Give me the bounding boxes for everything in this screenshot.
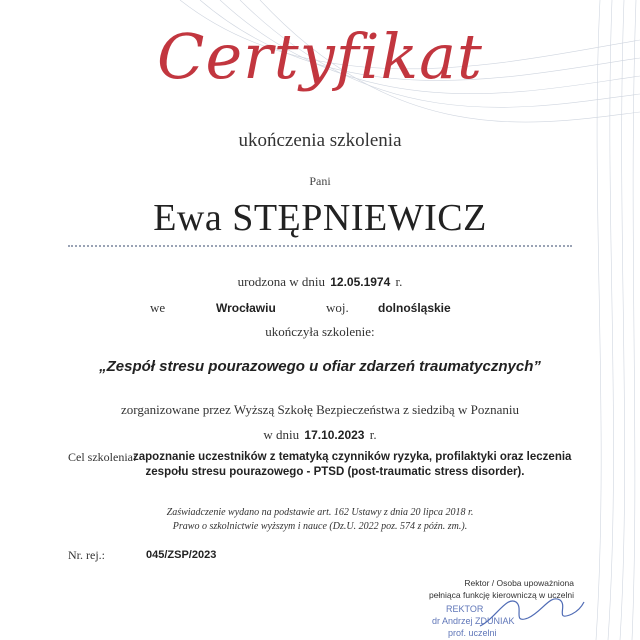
registry-label: Nr. rej.: bbox=[68, 548, 105, 562]
certificate-subtitle: ukończenia szkolenia bbox=[238, 130, 402, 151]
goal-label: Cel szkolenia: bbox=[68, 450, 137, 464]
voivodeship-label: woj. bbox=[326, 300, 349, 315]
course-date-line bbox=[0, 427, 640, 443]
birth-suffix: r. bbox=[395, 274, 403, 289]
goal-text bbox=[133, 450, 573, 480]
birth-label: urodzona w dniu bbox=[237, 274, 325, 289]
legal-basis-line-1: Zaświadczenie wydano na podstawie art. 162 Ustawy z dnia 20 lipca 2018 r. bbox=[166, 507, 474, 518]
birth-city: Wrocławiu bbox=[216, 301, 276, 315]
goal-text-line-2: zespołu stresu pourazowego - PTSD (post-traumatic stress disorder). bbox=[145, 466, 525, 478]
legal-basis-line-2: Prawo o szkolnictwie wyższym i nauce (Dz.U. 2022 poz. 574 z późn. zm.). bbox=[172, 521, 468, 532]
course-title: „Zespół stresu pourazowego u ofiar zdarzeń traumatycznych” bbox=[99, 358, 541, 375]
course-date-label: w dniu bbox=[263, 427, 300, 442]
signatory-line-1: Rektor / Osoba upoważniona bbox=[464, 578, 574, 588]
salutation: Pani bbox=[309, 174, 331, 188]
stamp-title: REKTOR bbox=[446, 604, 484, 614]
course-date: 17.10.2023 bbox=[304, 428, 365, 442]
place-prefix: we bbox=[150, 300, 166, 315]
stamp-rank: prof. uczelni bbox=[448, 628, 497, 638]
completed-label: ukończyła szkolenie: bbox=[265, 324, 375, 339]
birth-line bbox=[0, 274, 640, 290]
organizer: zorganizowane przez Wyższą Szkołę Bezpieczeństwa z siedzibą w Poznaniu bbox=[121, 402, 519, 417]
signature-icon bbox=[476, 588, 586, 634]
recipient-name: Ewa STĘPNIEWICZ bbox=[153, 197, 487, 239]
signatory-line-2: pełniąca funkcję kierowniczą w uczelni bbox=[428, 590, 574, 600]
voivodeship: dolnośląskie bbox=[378, 301, 451, 315]
registry-number: 045/ZSP/2023 bbox=[146, 549, 217, 561]
goal-text-line-1: zapoznanie uczestników z tematyką czynników ryzyka, profilaktyki oraz leczenia bbox=[133, 451, 572, 463]
birth-date: 12.05.1974 bbox=[330, 275, 391, 289]
stamp-name: dr Andrzej ZDUNIAK bbox=[432, 616, 515, 626]
course-date-suffix: r. bbox=[369, 427, 377, 442]
certificate-title: Certyfikat bbox=[157, 20, 483, 93]
dotted-divider bbox=[68, 245, 572, 247]
